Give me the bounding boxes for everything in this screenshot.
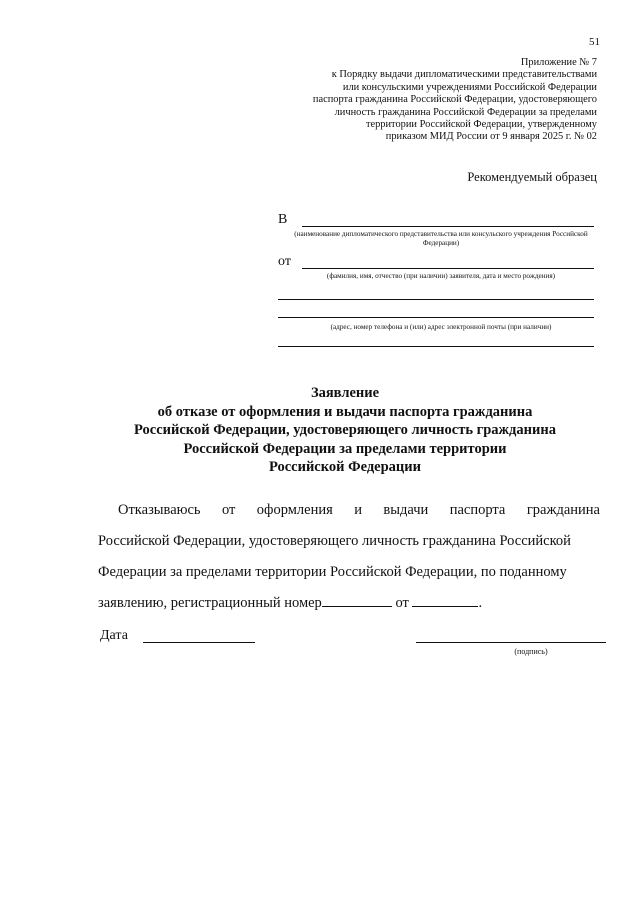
title-line: Российской Федерации за пределами территории xyxy=(183,440,507,457)
to-prefix: В xyxy=(278,212,288,227)
body-word: и xyxy=(354,502,362,518)
appendix-line: к Порядку выдачи дипломатическими представительствами xyxy=(331,69,597,81)
applicant-name-field[interactable] xyxy=(302,268,594,269)
body-word: выдачи xyxy=(383,502,429,518)
body-line-1 xyxy=(98,495,600,526)
body-word: Отказываюсь xyxy=(118,502,201,518)
statement-body xyxy=(98,495,600,619)
from-prefix: от xyxy=(278,254,291,269)
appendix-line: или консульскими учреждениями Российской Федерации xyxy=(342,81,597,93)
page-number: 51 xyxy=(589,36,600,48)
applicant-caption: (фамилия, имя, отчество (при наличии) заявителя, дата и место рождения) xyxy=(326,272,556,280)
date-label: Дата xyxy=(100,628,128,643)
appendix-line: приказом МИД России от 9 января 2025 г. № 02 xyxy=(385,131,597,143)
applicant-extra-row xyxy=(278,285,598,303)
addressee-to-caption: (наименование дипломатического представительства или консульского учреждения Российской Федерации) xyxy=(294,230,588,247)
title-line: Российской Федерации, удостоверяющего личность гражданина xyxy=(134,422,556,439)
addressee-block xyxy=(278,212,598,350)
body-word: гражданина xyxy=(526,502,600,518)
body-text-fragment: заявлению, регистрационный номер xyxy=(98,595,322,611)
contact-field[interactable] xyxy=(278,317,594,318)
date-field[interactable] xyxy=(143,642,255,643)
appendix-line: личность гражданина Российской Федерации за пределами xyxy=(334,106,597,118)
body-word: паспорта xyxy=(449,502,506,518)
signature-caption: (подпись) xyxy=(514,647,548,656)
contact-extra-field[interactable] xyxy=(278,346,594,347)
title-line: об отказе от оформления и выдачи паспорта гражданина xyxy=(157,403,533,420)
body-line-4 xyxy=(98,588,600,619)
registration-number-field[interactable] xyxy=(322,594,392,607)
appendix-line: Приложение № 7 xyxy=(520,57,597,68)
contact-caption: (адрес, номер телефона и (или) адрес электронной почты (при наличии) xyxy=(330,323,552,331)
body-word: от xyxy=(221,502,236,518)
addressee-to-row xyxy=(278,212,598,230)
appendix-header xyxy=(267,57,597,144)
signature-field[interactable] xyxy=(416,642,606,643)
addressee-from-row xyxy=(278,254,598,272)
sample-note: Рекомендуемый образец xyxy=(467,170,597,184)
body-line-3: Федерации за пределами территории Российской Федерации, по поданному xyxy=(98,564,567,580)
body-text-fragment: . xyxy=(478,595,483,611)
applicant-extra-field[interactable] xyxy=(278,299,594,300)
contact-row xyxy=(278,303,598,321)
appendix-line: паспорта гражданина Российской Федерации, удостоверяющего xyxy=(312,94,597,106)
document-title xyxy=(90,384,600,477)
contact-extra-row xyxy=(278,332,598,350)
title-line: Заявление xyxy=(310,385,380,401)
title-line: Российской Федерации xyxy=(268,459,421,476)
body-line-2: Российской Федерации, удостоверяющего личность гражданина Российской xyxy=(98,533,571,549)
appendix-line: территории Российской Федерации, утвержденному xyxy=(365,119,597,131)
addressee-to-field[interactable] xyxy=(302,226,594,227)
registration-date-field[interactable] xyxy=(412,594,478,607)
body-text-fragment: от xyxy=(391,595,413,611)
body-word: оформления xyxy=(256,502,333,518)
